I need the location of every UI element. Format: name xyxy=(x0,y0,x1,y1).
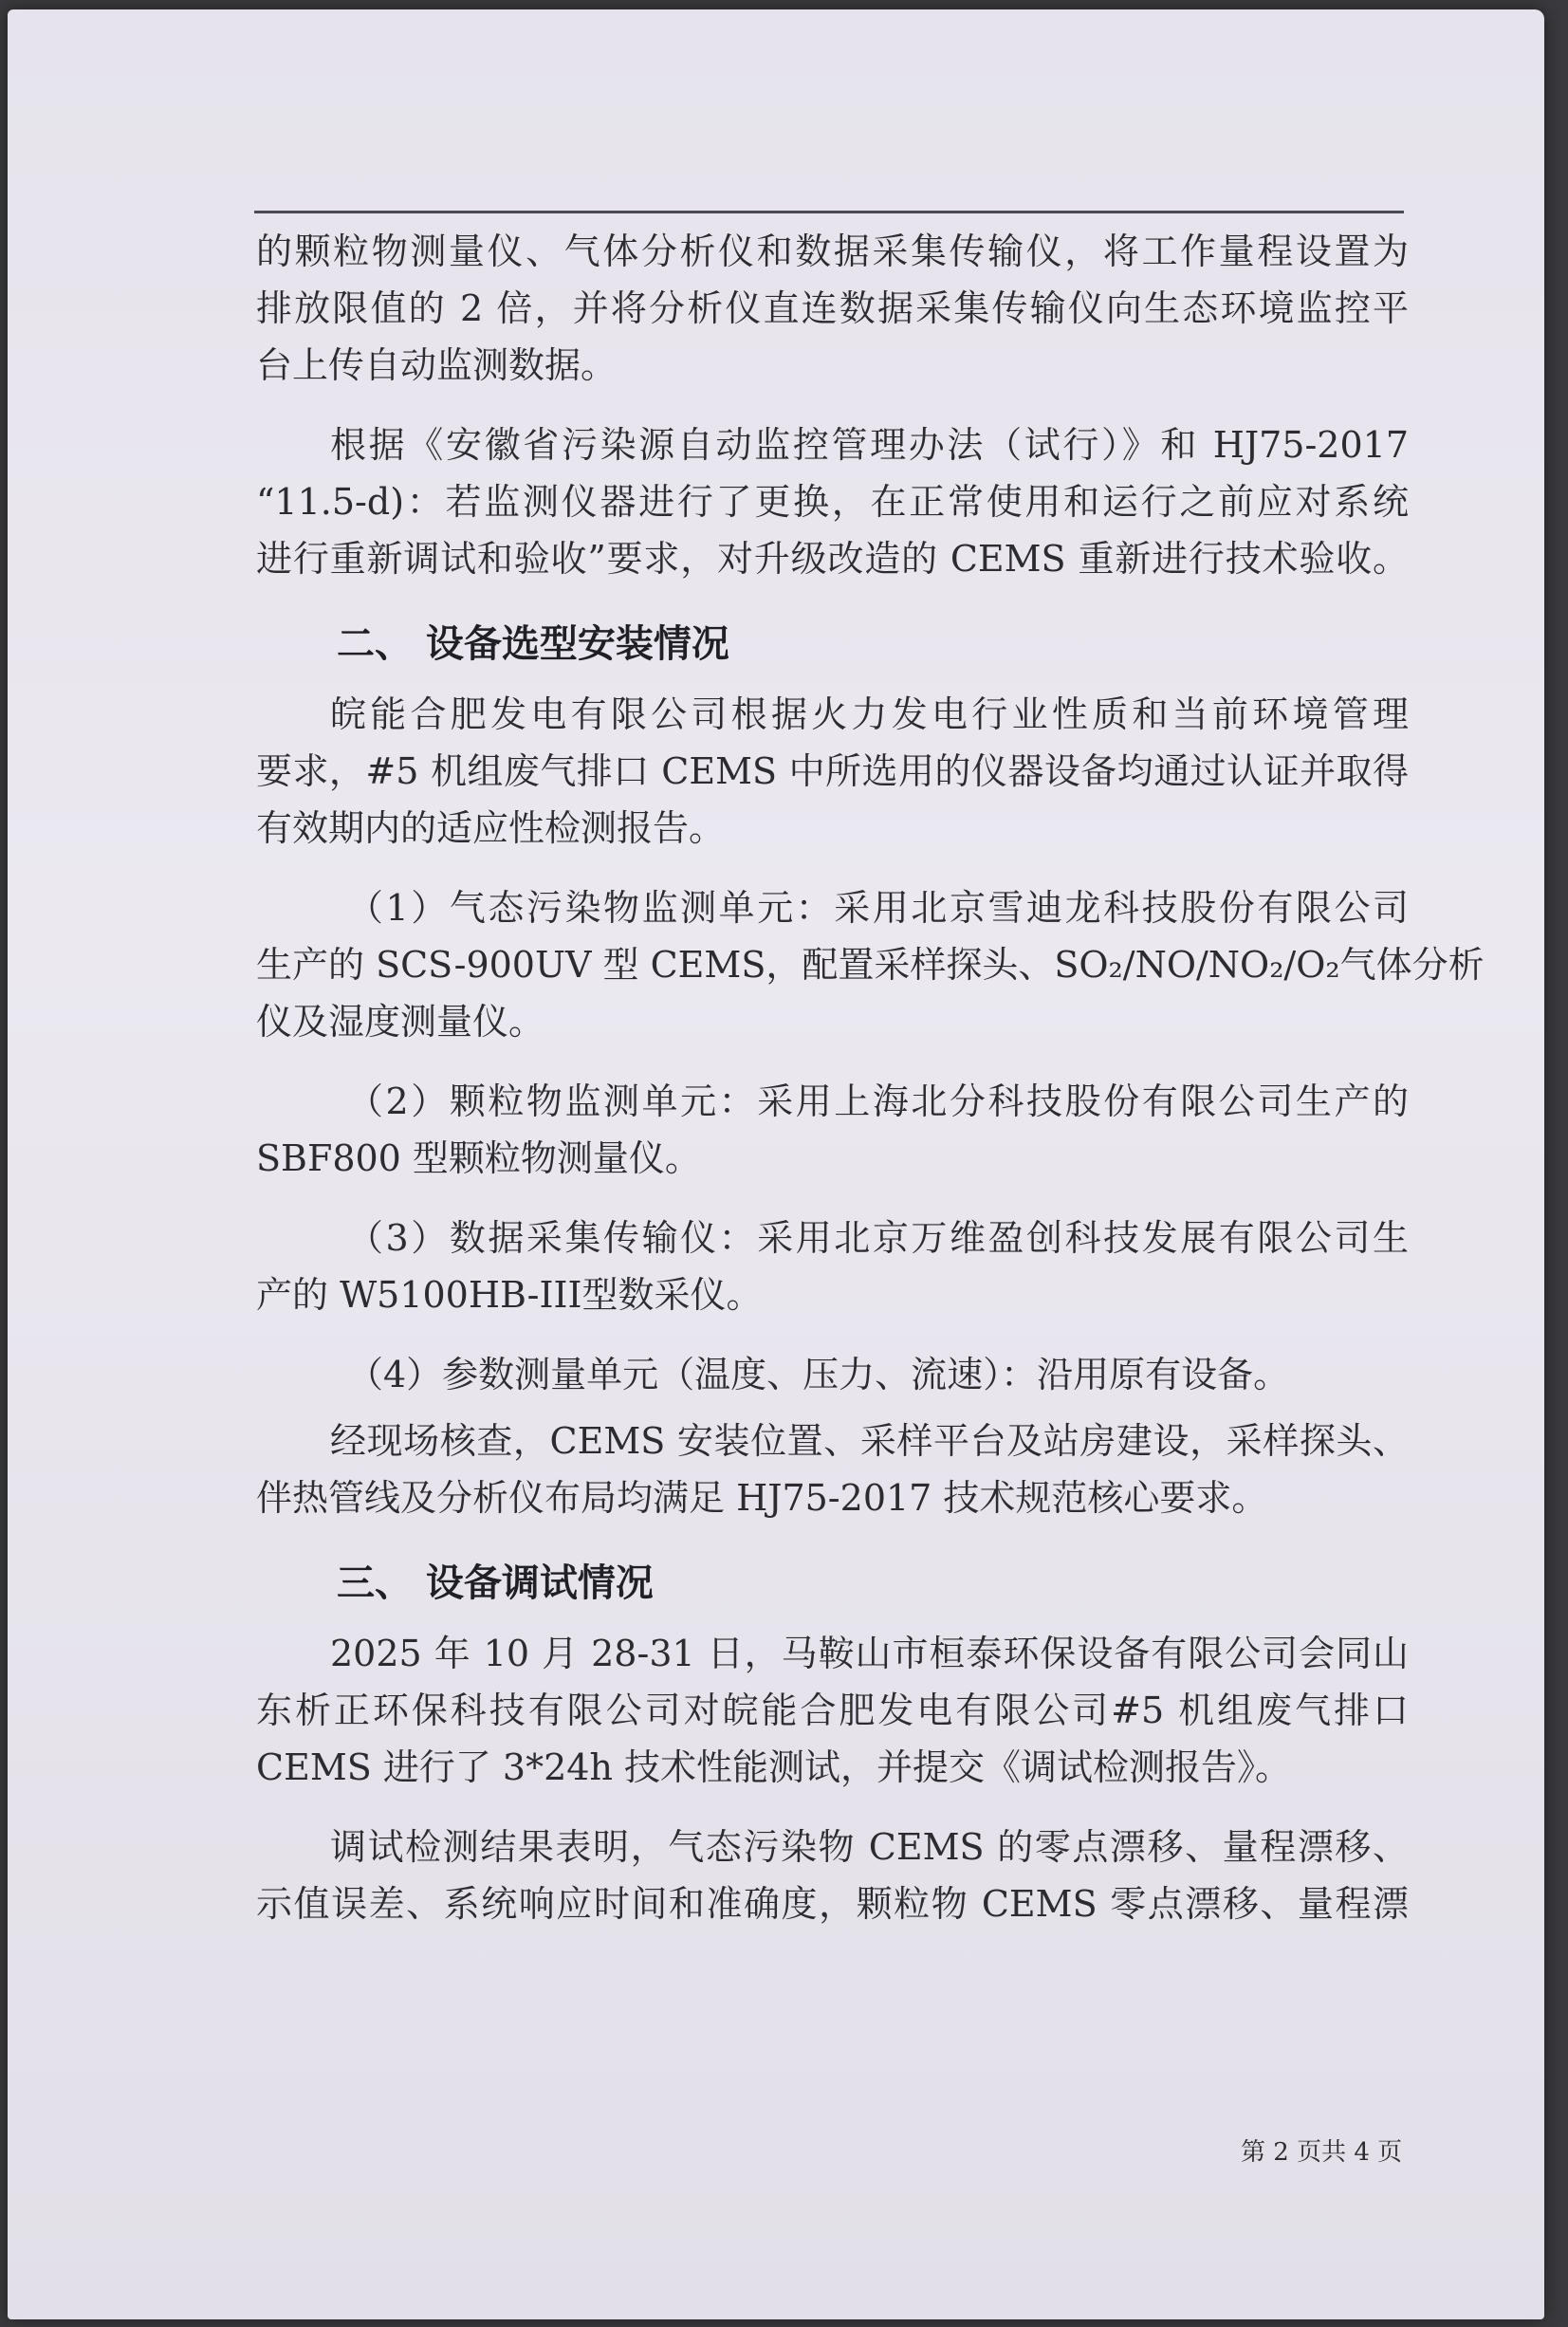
text-line: 仪及湿度测量仪。 xyxy=(256,1001,545,1043)
text-line: 东析正环保科技有限公司对皖能合肥发电有限公司#5 机组废气排口 xyxy=(256,1690,1409,1731)
text-line: CEMS 进行了 3*24h 技术性能测试，并提交《调试检测报告》。 xyxy=(256,1746,1291,1788)
header-rule xyxy=(254,211,1404,213)
text-line: 2025 年 10 月 28-31 日，马鞍山市桓泰环保设备有限公司会同山 xyxy=(330,1633,1409,1674)
text-line: 的颗粒物测量仪、气体分析仪和数据采集传输仪，将工作量程设置为 xyxy=(256,231,1409,272)
text-line: 皖能合肥发电有限公司根据火力发电行业性质和当前环境管理 xyxy=(330,693,1409,735)
text-line: 示值误差、系统响应时间和准确度，颗粒物 CEMS 零点漂移、量程漂 xyxy=(256,1883,1409,1925)
text-line: 生产的 SCS-900UV 型 CEMS，配置采样探头、SO₂/NO/NO₂/O₂气体分析 xyxy=(256,944,1485,986)
text-line: 排放限值的 2 倍，并将分析仪直连数据采集传输仪向生态环境监控平 xyxy=(256,287,1409,329)
list-item-parameter-measurement xyxy=(256,1346,1409,1403)
paragraph-continuation xyxy=(256,223,1409,394)
text-line: 进行重新调试和验收”要求，对升级改造的 CEMS 重新进行技术验收。 xyxy=(256,538,1409,580)
text-line: 调试检测结果表明，气态污染物 CEMS 的零点漂移、量程漂移、 xyxy=(330,1826,1409,1868)
section-heading-equipment-selection: 二、 设备选型安装情况 xyxy=(337,622,729,666)
text-line: 根据《安徽省污染源自动监控管理办法（试行）》和 HJ75-2017 xyxy=(330,424,1409,466)
page-content xyxy=(256,223,1485,1955)
text-line: 产的 W5100HB-III型数采仪。 xyxy=(256,1274,763,1316)
list-item-data-acquisition xyxy=(256,1210,1409,1323)
paragraph-debugging xyxy=(256,1625,1409,1796)
text-line: （2）颗粒物监测单元：采用上海北分科技股份有限公司生产的 xyxy=(347,1080,1409,1122)
paragraph-site-check xyxy=(256,1413,1409,1526)
list-item-gas-monitoring xyxy=(256,879,1485,1050)
text-line: （1）气态污染物监测单元：采用北京雪迪龙科技股份有限公司 xyxy=(347,887,1409,929)
paragraph-basis xyxy=(256,416,1409,587)
list-item-particulate-monitoring xyxy=(256,1073,1409,1187)
paragraph-selection xyxy=(256,686,1409,857)
paragraph-results xyxy=(256,1819,1409,1932)
text-line: （3）数据采集传输仪：采用北京万维盈创科技发展有限公司生 xyxy=(347,1217,1409,1259)
text-line: “11.5-d)：若监测仪器进行了更换，在正常使用和运行之前应对系统 xyxy=(256,481,1409,523)
text-line: SBF800 型颗粒物测量仪。 xyxy=(256,1137,701,1179)
section-heading-equipment-debugging: 三、 设备调试情况 xyxy=(337,1561,654,1605)
text-line: 要求，#5 机组废气排口 CEMS 中所选用的仪器设备均通过认证并取得 xyxy=(256,750,1409,792)
text-line: 经现场核查，CEMS 安装位置、采样平台及站房建设，采样探头、 xyxy=(330,1420,1409,1462)
text-line: （4）参数测量单元（温度、压力、流速）：沿用原有设备。 xyxy=(347,1354,1290,1395)
page-number-footer: 第 2 页共 4 页 xyxy=(1241,2138,1403,2167)
text-line: 有效期内的适应性检测报告。 xyxy=(256,807,726,849)
document-page xyxy=(8,9,1544,2319)
text-line: 伴热管线及分析仪布局均满足 HJ75-2017 技术规范核心要求。 xyxy=(256,1477,1268,1519)
text-line: 台上传自动监测数据。 xyxy=(256,344,618,386)
